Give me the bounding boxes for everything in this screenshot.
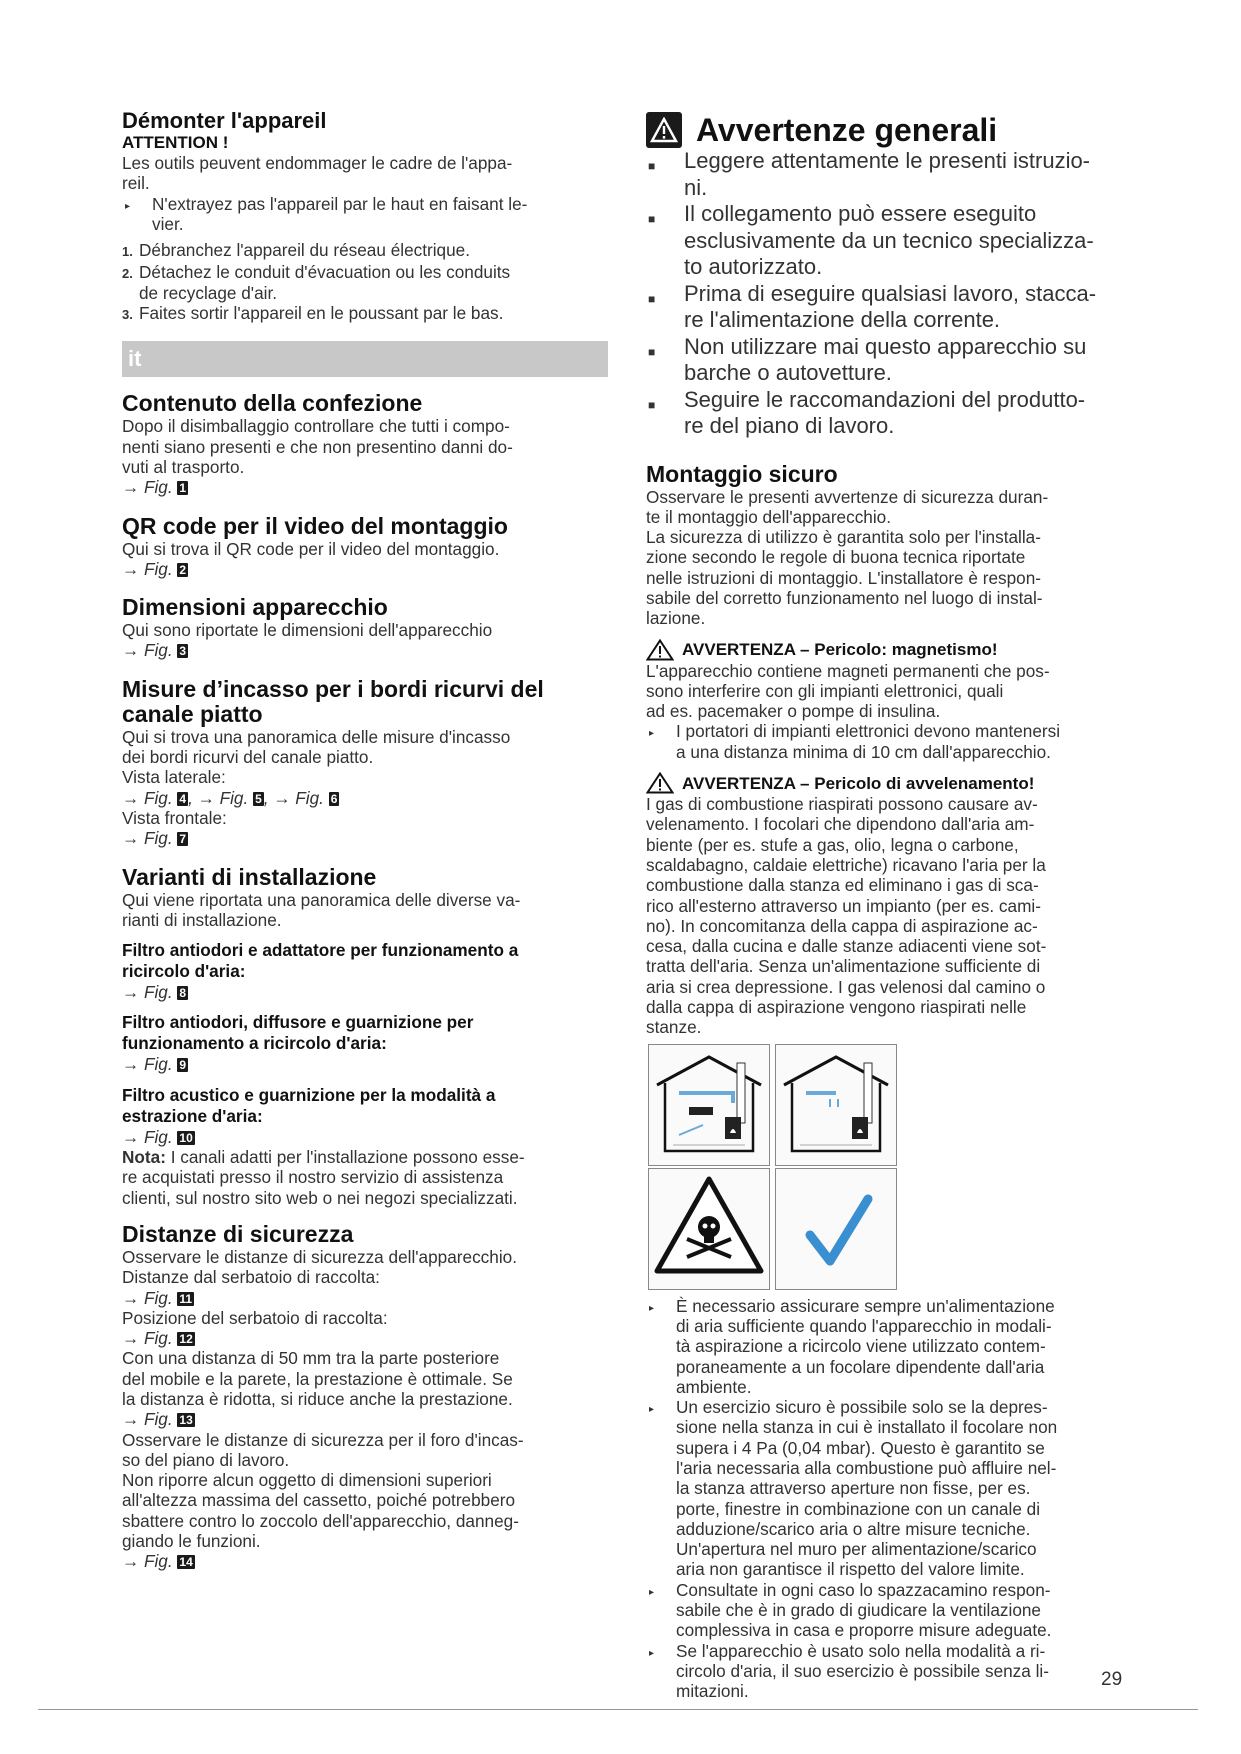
section-title-demonter: Démonter l'appareil <box>122 108 327 133</box>
left-column <box>122 108 608 1572</box>
paragraph: Les outils peuvent endommager le cadre de l'appa- reil. <box>122 153 513 194</box>
list-item: ▸ I portatori di impianti elettronici devono mantenersi a una distanza minima di 10 cm dall'apparecchio. <box>649 721 1061 762</box>
page-number: 29 <box>1101 1669 1123 1690</box>
house-exhaust-illustration <box>648 1044 770 1166</box>
paragraph: Osservare le presenti avvertenze di sicurezza duran- te il montaggio dell'apparecchio. La sicurezza di utilizzo è garantita solo per l'installa- zione secondo le regole di buona tecnica riportate nelle istruzioni di montaggio. L'installatore è respon- sabile del corretto funzionamento nel luogo di instal- lazione. <box>646 486 1049 629</box>
paragraph: Osservare le distanze di sicurezza per il foro d'incas- so del piano di lavoro. <box>122 1429 524 1470</box>
attention-label: ATTENTION ! <box>122 133 229 152</box>
figure-reference: → Fig. 4 , → Fig. 5 , → Fig. 6 <box>122 787 338 808</box>
figure-reference: → Fig. 9 <box>122 1054 187 1075</box>
paragraph: L'apparecchio contiene magneti permanenti che pos- sono interferire con gli impianti elettronici, quali ad es. pacemaker o pompe di insulina. <box>646 660 1050 722</box>
list-item: ▸ Se l'apparecchio è usato solo nella modalità a ri- circolo d'aria, il suo esercizio è possibile senza li- mitazioni. <box>649 1640 1049 1702</box>
section-title-montaggio: Montaggio sicuro <box>646 460 838 487</box>
right-column <box>646 112 1146 1702</box>
paragraph: Qui si trova una panoramica delle misure d'incasso dei bordi ricurvi del canale piatto. <box>122 726 511 768</box>
section-title-distanze: Distanze di sicurezza <box>122 1220 354 1247</box>
note: Nota: I canali adatti per l'installazione possono esse- re acquistati presso il nostro servizio di assistenza clienti, sul nostro sito web o nei negozi specializzati. <box>122 1147 525 1208</box>
figure-reference: → Fig. 10 <box>122 1126 193 1147</box>
figure-reference: → Fig. 12 <box>122 1328 193 1349</box>
paragraph: Non riporre alcun oggetto di dimensioni superiori all'altezza massima del cassetto, poiché potrebbero sbattere contro lo zoccolo dell'apparecchio, danneg- giando le funzioni. <box>122 1470 519 1552</box>
list-item: 2. Détachez le conduit d'évacuation ou les conduits de recyclage d'air. <box>122 262 511 303</box>
warning-icon <box>646 112 682 148</box>
paragraph: Qui viene riportata una panoramica delle diverse va- rianti di installazione. <box>122 889 521 930</box>
list-item: ▸ È necessario assicurare sempre un'alimentazione di aria sufficiente quando l'apparecchio in modali- tà aspirazione a ricircolo viene utilizzato contem- poraneamente a un focolare dipendente dall'aria ambiente. <box>649 1295 1055 1397</box>
list-item: ▸ N'extrayez pas l'appareil par le haut en faisant le- vier. <box>125 193 528 234</box>
general-warnings-heading: Avvertenze generali <box>646 112 1146 148</box>
figure-reference: → Fig. 8 <box>122 982 187 1003</box>
section-title-dimensioni: Dimensioni apparecchio <box>122 594 388 621</box>
paragraph: Con una distanza di 50 mm tra la parte posteriore del mobile e la parete, la prestazione è ottimale. Se la distanza è ridotta, si riduce anche la prestazione. <box>122 1348 513 1409</box>
ventilation-illustration <box>648 1044 1146 1290</box>
list-item: 1. Débranchez l'appareil du réseau électrique. <box>122 240 471 261</box>
subheading: Filtro antiodori e adattatore per funzionamento a ricircolo d'aria: <box>122 940 519 982</box>
figure-reference: → Fig. 14 <box>122 1551 193 1572</box>
section-title-qr: QR code per il video del montaggio <box>122 512 508 539</box>
footer-divider <box>38 1709 1198 1710</box>
section-title-contenuto: Contenuto della confezione <box>122 390 423 417</box>
paragraph: Qui sono riportate le dimensioni dell'apparecchio <box>122 620 493 641</box>
house-recirculation-illustration <box>775 1044 897 1166</box>
figure-reference: → Fig. 13 <box>122 1409 193 1430</box>
label: Vista frontale: <box>122 807 227 828</box>
list-item: ■ Leggere attentamente le presenti istruzio- ni. <box>648 148 1091 200</box>
warning-heading: AVVERTENZA – Pericolo: magnetismo! <box>646 639 1146 661</box>
section-title-misure: Misure d’incasso per i bordi ricurvi del canale piatto <box>122 675 544 727</box>
list-item: 3. Faites sortir l'appareil en le poussant par le bas. <box>122 303 504 324</box>
label: Vista laterale: <box>122 767 226 788</box>
subheading: Filtro acustico e guarnizione per la modalità a estrazione d'aria: <box>122 1084 496 1126</box>
list-item: ■ Seguire le raccomandazioni del produtto- re del piano di lavoro. <box>648 386 1086 438</box>
list-item: ■ Non utilizzare mai questo apparecchio su barche o autovetture. <box>648 333 1087 385</box>
paragraph: Osservare le distanze di sicurezza dell'apparecchio. Distanze dal serbatoio di raccolta: <box>122 1246 517 1288</box>
danger-skull-icon <box>648 1168 770 1290</box>
paragraph: Dopo il disimballaggio controllare che tutti i compo- nenti siano presenti e che non presentino danni do- vuti al trasporto. <box>122 416 513 477</box>
paragraph: Qui si trova il QR code per il video del montaggio. <box>122 538 500 559</box>
list-item: ▸ Un esercizio sicuro è possibile solo se la depres- sione nella stanza in cui è installato il focolare non supera i 4 Pa (0,04 mbar). Questo è garantito se l'aria necessaria alla combustione può affluire nel- la stanza attraverso aperture non fisse, per es. porte, finestre in combinazione con un canale di adduzione/scarico aria o altre misure tecniche. Un'apertura nel muro per alimentazione/scarico aria non garantisce il rispetto del valore limite. <box>649 1397 1058 1580</box>
list-item: ▸ Consultate in ogni caso lo spazzacamino respon- sabile che è in grado di giudicare la ventilazione complessiva in casa e proporre misure adeguate. <box>649 1579 1052 1641</box>
warning-heading: AVVERTENZA – Pericolo di avvelenamento! <box>646 772 1146 794</box>
list-item: ■ Il collegamento può essere eseguito esclusivamente da un tecnico specializza- to autorizzato. <box>648 201 1094 279</box>
figure-reference: → Fig. 7 <box>122 828 187 849</box>
figure-reference: → Fig. 3 <box>122 640 187 661</box>
warning-triangle-icon <box>646 639 674 661</box>
subheading: Filtro antiodori, diffusore e guarnizione per funzionamento a ricircolo d'aria: <box>122 1012 474 1054</box>
figure-reference: → Fig. 2 <box>122 558 187 579</box>
warning-triangle-icon <box>646 772 674 794</box>
paragraph: Posizione del serbatoio di raccolta: <box>122 1307 388 1328</box>
figure-reference: → Fig. 1 <box>122 477 187 498</box>
figure-reference: → Fig. 11 <box>122 1287 193 1308</box>
list-item: ■ Prima di eseguire qualsiasi lavoro, stacca- re l'alimentazione della corrente. <box>648 280 1097 332</box>
checkmark-icon <box>775 1168 897 1290</box>
paragraph: I gas di combustione riaspirati possono causare av- velenamento. I focolari che dipendono dall'aria am- biente (per es. stufe a gas, olio, legna o carbone, scaldabagno, caldaie elettriche) ricavano l'aria per la combustione dalla stanza ed eliminano i gas di sca- rico all'esterno attraverso un impianto (per es. cami- no). In concomitanza della cappa di aspirazione ac- cesa, dalla cucina e dalle stanze adiacenti viene sot- tratta dell'aria. Senza un'alimentazione sufficiente di aria si crea depressione. I gas velenosi dal camino o dalla cappa di aspirazione vengono riaspirati nelle stanze. <box>646 794 1047 1038</box>
language-bar: it <box>122 341 608 377</box>
section-title-varianti: Varianti di installazione <box>122 863 377 890</box>
